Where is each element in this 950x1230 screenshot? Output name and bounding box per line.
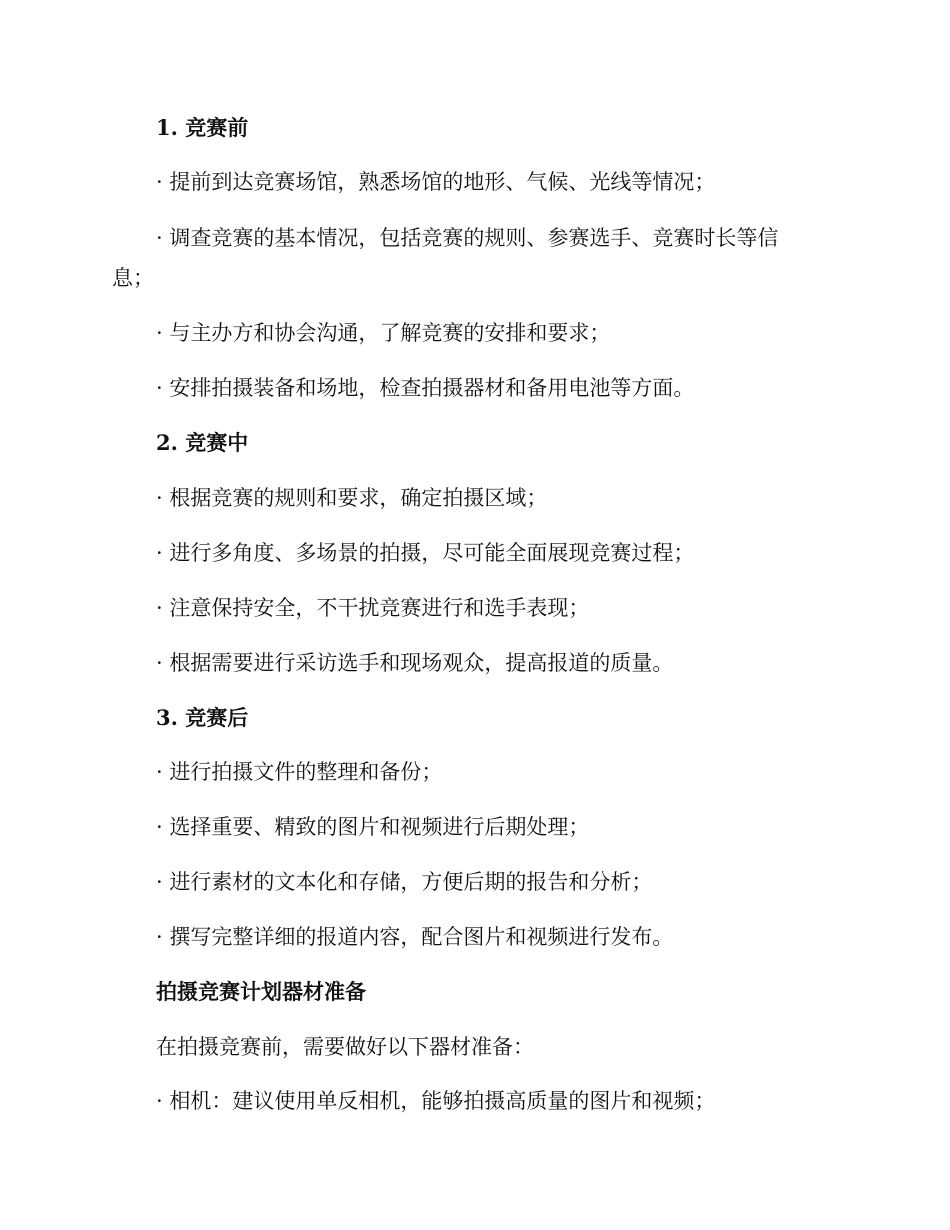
list-item: · 与主办方和协会沟通，了解竞赛的安排和要求； [156,321,611,345]
list-item: · 提前到达竞赛场馆，熟悉场馆的地形、气候、光线等情况； [156,170,716,194]
list-item: · 进行素材的文本化和存储，方便后期的报告和分析； [156,870,653,894]
section-heading-during: 2. 竞赛中 [156,430,249,455]
section-heading-after: 3. 竞赛后 [156,705,249,730]
list-item: · 进行拍摄文件的整理和备份； [156,760,443,784]
list-item: · 根据竞赛的规则和要求，确定拍摄区域； [156,486,548,510]
list-item: · 进行多角度、多场景的拍摄，尽可能全面展现竞赛过程； [156,541,695,565]
list-item: · 根据需要进行采访选手和现场观众，提高报道的质量。 [156,651,674,675]
section-heading-equipment: 拍摄竞赛计划器材准备 [156,979,366,1004]
list-item: · 安排拍摄装备和场地，检查拍摄器材和备用电池等方面。 [156,376,695,400]
list-item: · 选择重要、精致的图片和视频进行后期处理； [156,815,590,839]
list-item: · 注意保持安全，不干扰竞赛进行和选手表现； [156,596,590,620]
list-item: · 相机：建议使用单反相机，能够拍摄高质量的图片和视频； [156,1089,716,1113]
list-item: · 调查竞赛的基本情况，包括竞赛的规则、参赛选手、竞赛时长等信 [156,226,779,250]
list-item-continuation: 息； [112,266,154,290]
list-item: · 撰写完整详细的报道内容，配合图片和视频进行发布。 [156,925,674,949]
paragraph: 在拍摄竞赛前，需要做好以下器材准备： [156,1035,534,1059]
section-heading-before: 1. 竞赛前 [156,115,249,140]
